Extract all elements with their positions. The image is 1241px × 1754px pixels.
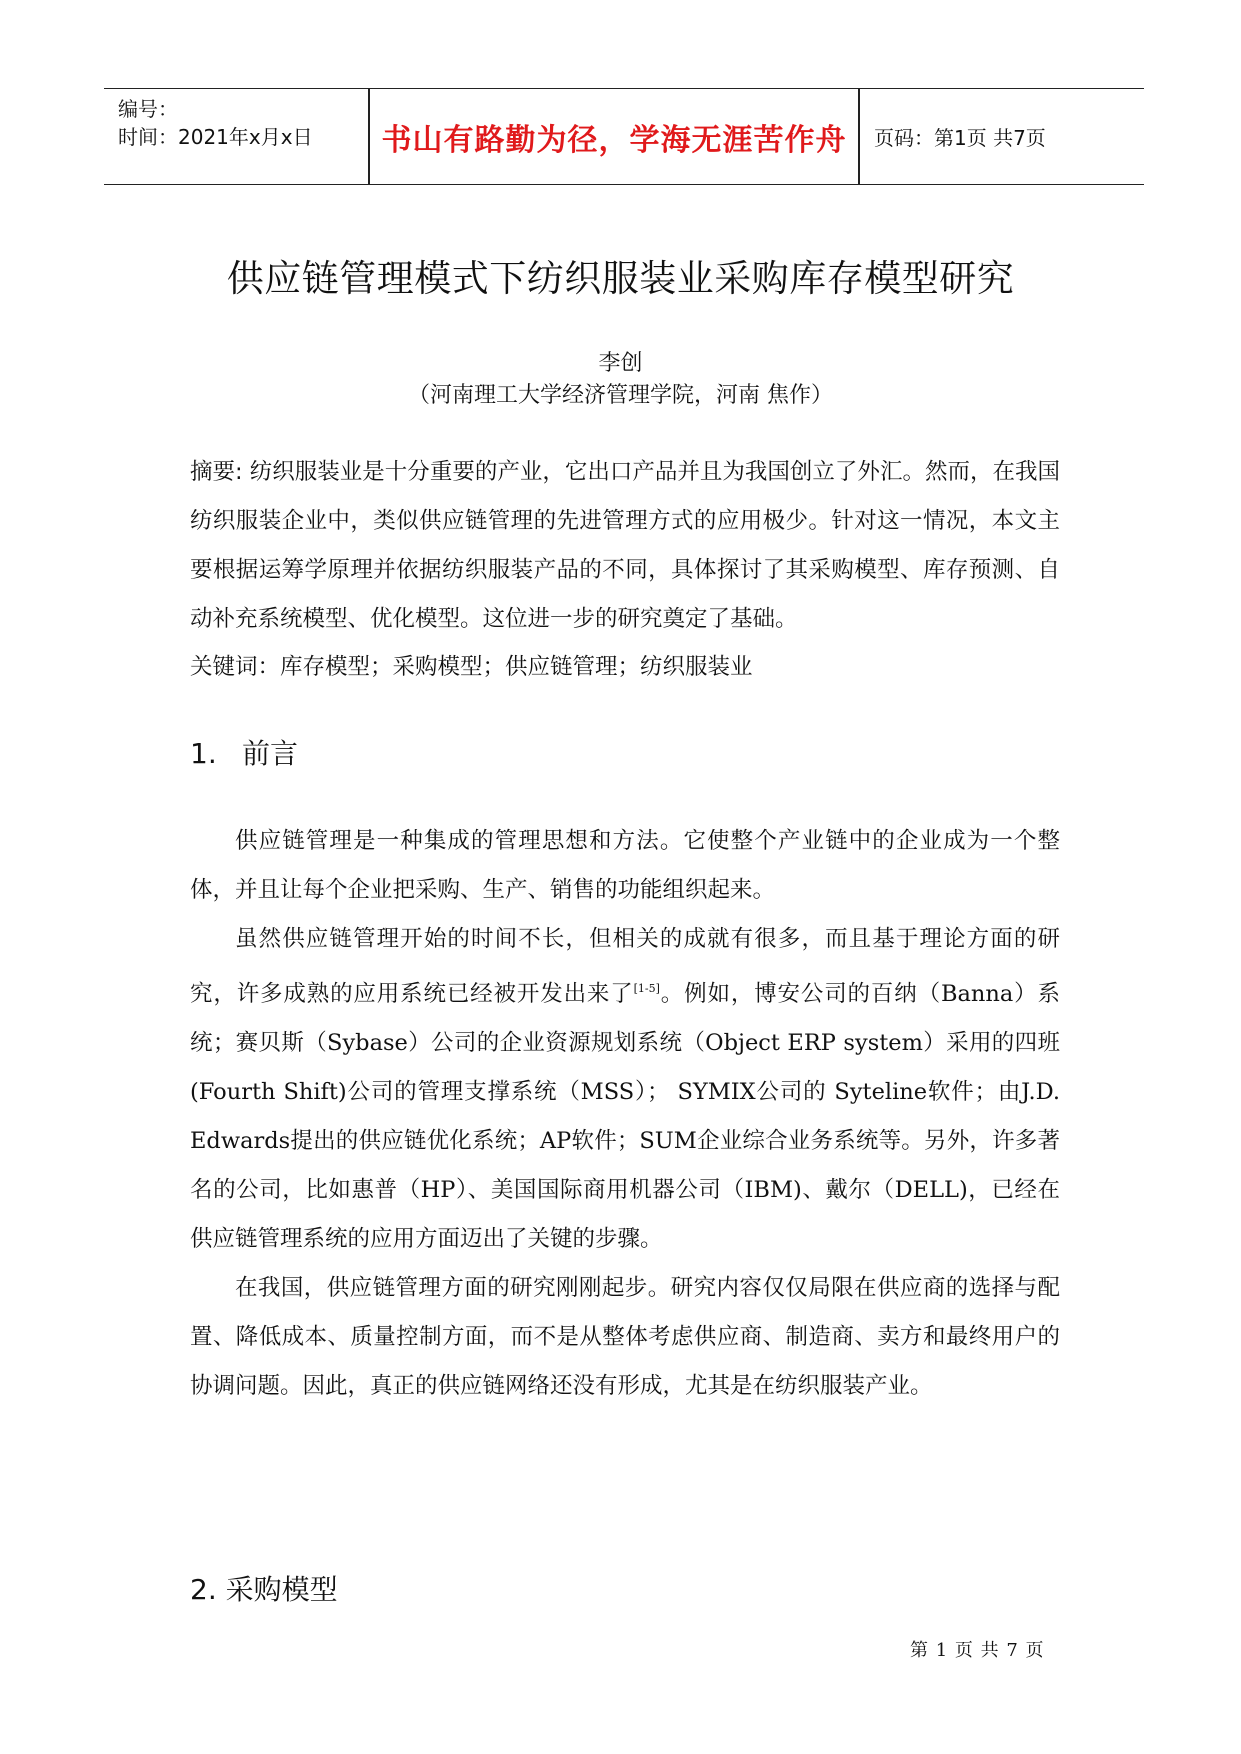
header-motto: 书山有路勤为径，学海无涯苦作舟 [381, 122, 847, 158]
paragraph-text: 虽然供应链管理开始的时间不长，但相关的成就有很多，而且基于理论方面的研究，许多成熟的应用系统已经被开发出来了 [190, 926, 1060, 1007]
section-number: 1. [190, 737, 217, 770]
section-heading [190, 732, 298, 772]
keywords-label: 关键词： [190, 654, 281, 680]
section-title: 前言 [242, 737, 299, 770]
header-page-label: 页码：第1页 共7页 [874, 126, 1046, 150]
section-number: 2. [190, 1573, 217, 1606]
abstract-label: 摘要: [190, 459, 243, 485]
section-title: 采购模型 [225, 1573, 338, 1606]
paper-title: 供应链管理模式下纺织服装业采购库存模型研究 [226, 257, 1015, 300]
header-left-cell [118, 95, 313, 151]
paragraph: 在我国，供应链管理方面的研究刚刚起步。研究内容仅仅局限在供应商的选择与配置、降低成本、质量控制方面，而不是从整体考虑供应商、制造商、卖方和最终用户的协调问题。因此，真正的供应链网络还没有形成，尤其是在纺织服装产业。 [190, 1275, 1060, 1399]
paragraph-text: 。例如，博安公司的百纳（Banna）系统；赛贝斯（Sybase）公司的企业资源规划系统（Object ERP system）采用的四班(Fourth Shift)公司的管理支撑系统（MSS）； SYMIX公司的 Syteline软件；由J.D. Edwards提出的供应链优化系统；AP软件；SUM企业综合业务系统等。另外，许多著名的公司，比如惠普（HP）、美国国际商用机器公司（IBM)、戴尔（DELL)，已经在供应链管理系统的应用方面迈出了关键的步骤。 [190, 981, 1060, 1252]
page-footer: 第 1 页 共 7 页 [910, 1640, 1045, 1661]
keywords-text: 库存模型；采购模型；供应链管理；纺织服装业 [280, 654, 753, 680]
paper-affiliation: （河南理工大学经济管理学院，河南 焦作） [408, 383, 833, 408]
abstract [190, 448, 1060, 644]
keywords [190, 643, 1060, 692]
section-body [190, 817, 1060, 1411]
abstract-text: 纺织服装业是十分重要的产业，它出口产品并且为我国创立了外汇。然而，在我国纺织服装企业中，类似供应链管理的先进管理方式的应用极少。针对这一情况，本文主要根据运筹学原理并依据纺织服装产品的不同，具体探讨了其采购模型、库存预测、自动补充系统模型、优化模型。这位进一步的研究奠定了基础。 [190, 459, 1060, 632]
time-label: 时间：2021年x月x日 [118, 125, 313, 149]
section-heading [190, 1568, 338, 1608]
paper-author: 李创 [598, 351, 643, 376]
paragraph [190, 915, 1060, 1264]
header-divider [858, 89, 860, 184]
page-header-table [104, 88, 1144, 185]
citation: [1-5] [633, 982, 660, 995]
number-label: 编号： [118, 97, 178, 121]
paragraph: 供应链管理是一种集成的管理思想和方法。它使整个产业链中的企业成为一个整体，并且让每个企业把采购、生产、销售的功能组织起来。 [190, 828, 1060, 903]
